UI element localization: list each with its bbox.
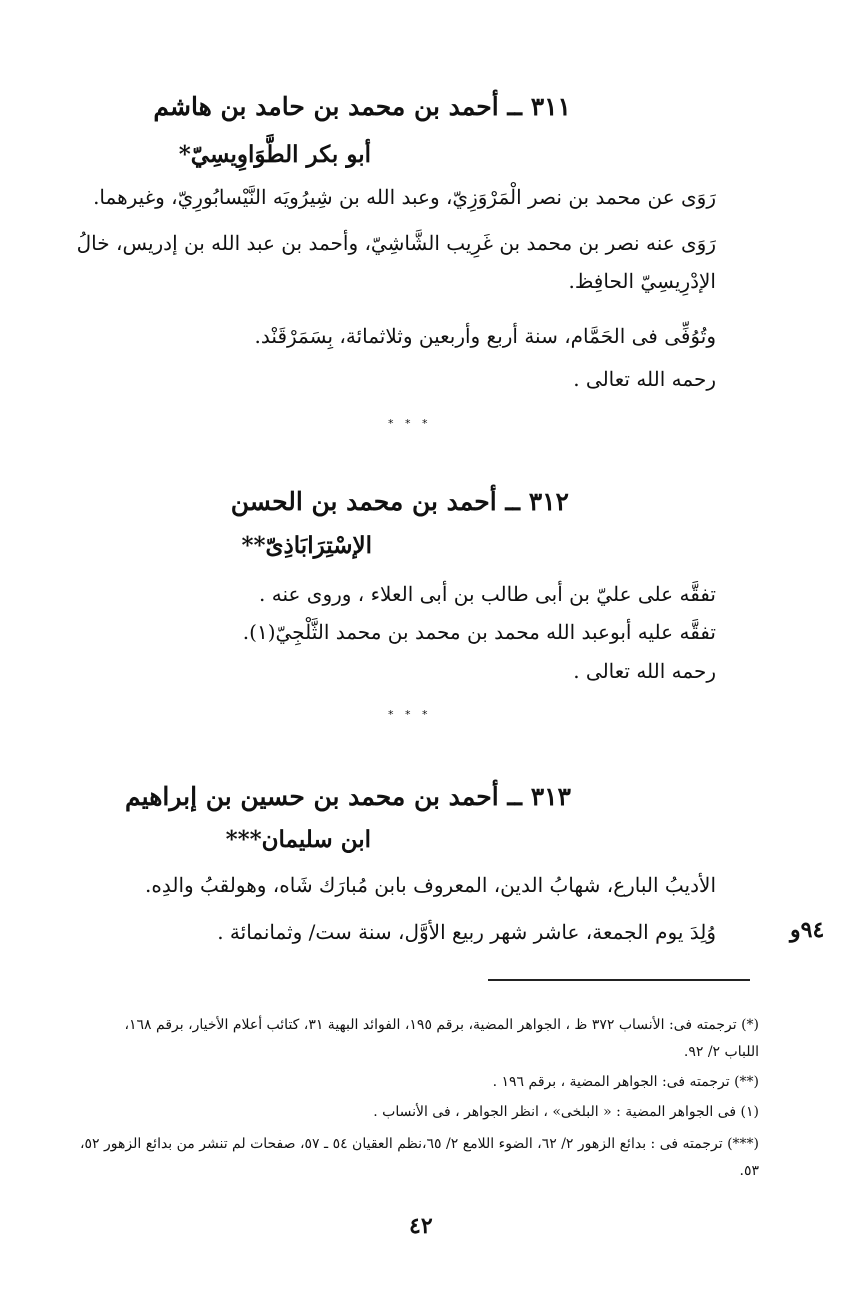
footnote: (***) ترجمته فى : بدائع الزهور ٢/ ٦٢، الضوء اللامع ٢/ ٦٥،نظم العقيان ٥٤ ـ ٥٧، صفحات لم تنشر من بدائع الزهور ٥٢، xyxy=(79,1136,759,1152)
section-separator: * * * xyxy=(388,417,432,430)
section-separator: * * * xyxy=(388,708,432,721)
entry-line: رحمه الله تعالى . xyxy=(573,659,716,683)
entry-heading-311: ٣١١ ــ أحمد بن محمد بن حامد بن هاشم xyxy=(153,92,571,121)
entry-line: تفقَّه عليه أبوعبد الله محمد بن محمد بن محمد الثَّلْجِيّ(١). xyxy=(242,620,716,644)
entry-subheading-312: الإسْتِرَابَاذِىّ** xyxy=(241,532,372,559)
entry-line: رَوَى عن محمد بن نصر الْمَرْوَزِيّ، وعبد الله بن شِيرُويَه النَّيْسابُورِيّ، وغيرهما. xyxy=(93,185,716,209)
entry-line: وتُوُفِّى فى الحَمَّام، سنة أربع وأربعين وثلاثمائة، بِسَمَرْقَنْد. xyxy=(254,324,716,348)
entry-heading-313: ٣١٣ ــ أحمد بن محمد بن حسين بن إبراهيم xyxy=(125,782,571,811)
footnote-divider xyxy=(488,979,750,981)
entry-line: الأديبُ البارع، شهابُ الدين، المعروف بابن مُبارَك شَاه، وهولقبُ والدِه. xyxy=(145,873,716,897)
entry-line: رحمه الله تعالى . xyxy=(573,367,716,391)
footnote: (**) ترجمته فى: الجواهر المضية ، برقم ١٩٦ . xyxy=(492,1074,759,1090)
footnote: (*) ترجمته فى: الأنساب ٣٧٢ ظ ، الجواهر المضية، برقم ١٩٥، الفوائد البهية ٣١، كتائب أعلام الأخيار، برقم ١٦٨، xyxy=(124,1017,759,1033)
footnote: (١) فى الجواهر المضية : « البلخى» ، انظر الجواهر ، فى الأنساب . xyxy=(373,1104,759,1120)
entry-subheading-313: ابن سليمان*** xyxy=(225,826,371,853)
entry-heading-312: ٣١٢ ــ أحمد بن محمد بن الحسن xyxy=(230,487,569,516)
margin-folio-note: ٩٤و xyxy=(790,917,825,943)
entry-line: تفقَّه على عليّ بن أبى طالب بن أبى العلاء ، وروى عنه . xyxy=(259,582,716,606)
entry-subheading-311: أبو بكر الطَّوَاوِيسِيّ* xyxy=(178,141,371,168)
entry-line: وُلِدَ يوم الجمعة، عاشر شهر ربيع الأوَّل، سنة ست/ وثمانمائة . xyxy=(217,920,716,944)
entry-line: رَوَى عنه نصر بن محمد بن غَرِيب الشَّاشِيّ، وأحمد بن عبد الله بن إدريس، خالُ xyxy=(76,231,716,255)
footnote: اللباب ٢/ ٩٢. xyxy=(683,1044,759,1060)
footnote: ٥٣. xyxy=(739,1163,759,1179)
page-number: ٤٢ xyxy=(409,1213,433,1239)
entry-line: الإدْرِيسِيّ الحافِظ. xyxy=(568,269,716,293)
